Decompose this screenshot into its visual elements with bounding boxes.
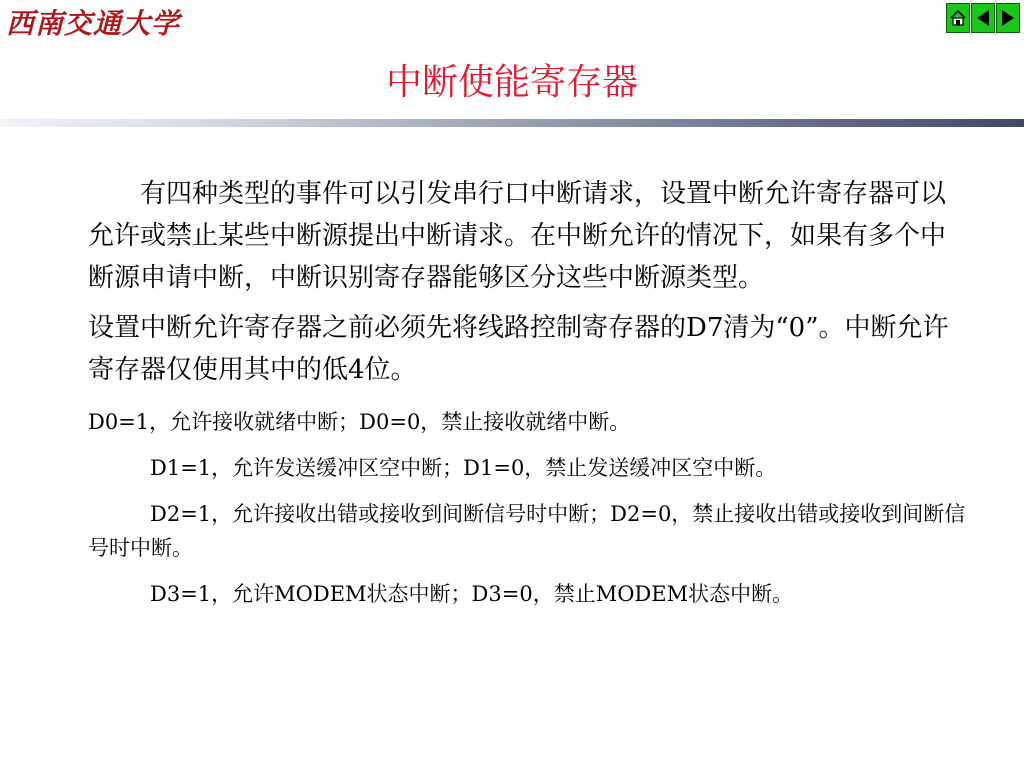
slide-title: 中断使能寄存器 — [385, 62, 638, 103]
home-button[interactable] — [946, 3, 970, 33]
intro-paragraph: 有四种类型的事件可以引发串行口中断请求，设置中断允许寄存器可以允许或禁止某些中断源提出中断请求。在中断允许的情况下，如果有多个中断源申请中断，中断识别寄存器能够区分这些中断源类型。 — [88, 179, 947, 293]
bit-d0-description: D0=1，允许接收就绪中断；D0=0，禁止接收就绪中断。 — [88, 410, 631, 434]
setup-paragraph: 设置中断允许寄存器之前必须先将线路控制寄存器的D7清为“0”。中断允许寄存器仅使用其中的低4位。 — [88, 313, 949, 385]
bit-d3-description: D3=1，允许MODEM状态中断；D3=0，禁止MODEM状态中断。 — [150, 582, 794, 606]
next-button[interactable] — [996, 3, 1020, 33]
triangle-left-icon — [974, 8, 992, 28]
title-divider — [0, 119, 1024, 127]
university-logo: 西南交通大学 — [6, 7, 181, 40]
home-icon — [949, 9, 967, 27]
triangle-right-icon — [999, 8, 1017, 28]
slide-body — [88, 173, 968, 611]
slide-navigation — [946, 3, 1020, 33]
previous-button[interactable] — [971, 3, 995, 33]
bit-d1-description: D1=1，允许发送缓冲区空中断；D1=0，禁止发送缓冲区空中断。 — [150, 456, 777, 480]
bit-d2-description: D2=1，允许接收出错或接收到间断信号时中断；D2=0，禁止接收出错或接收到间断信号时中断。 — [88, 502, 966, 560]
